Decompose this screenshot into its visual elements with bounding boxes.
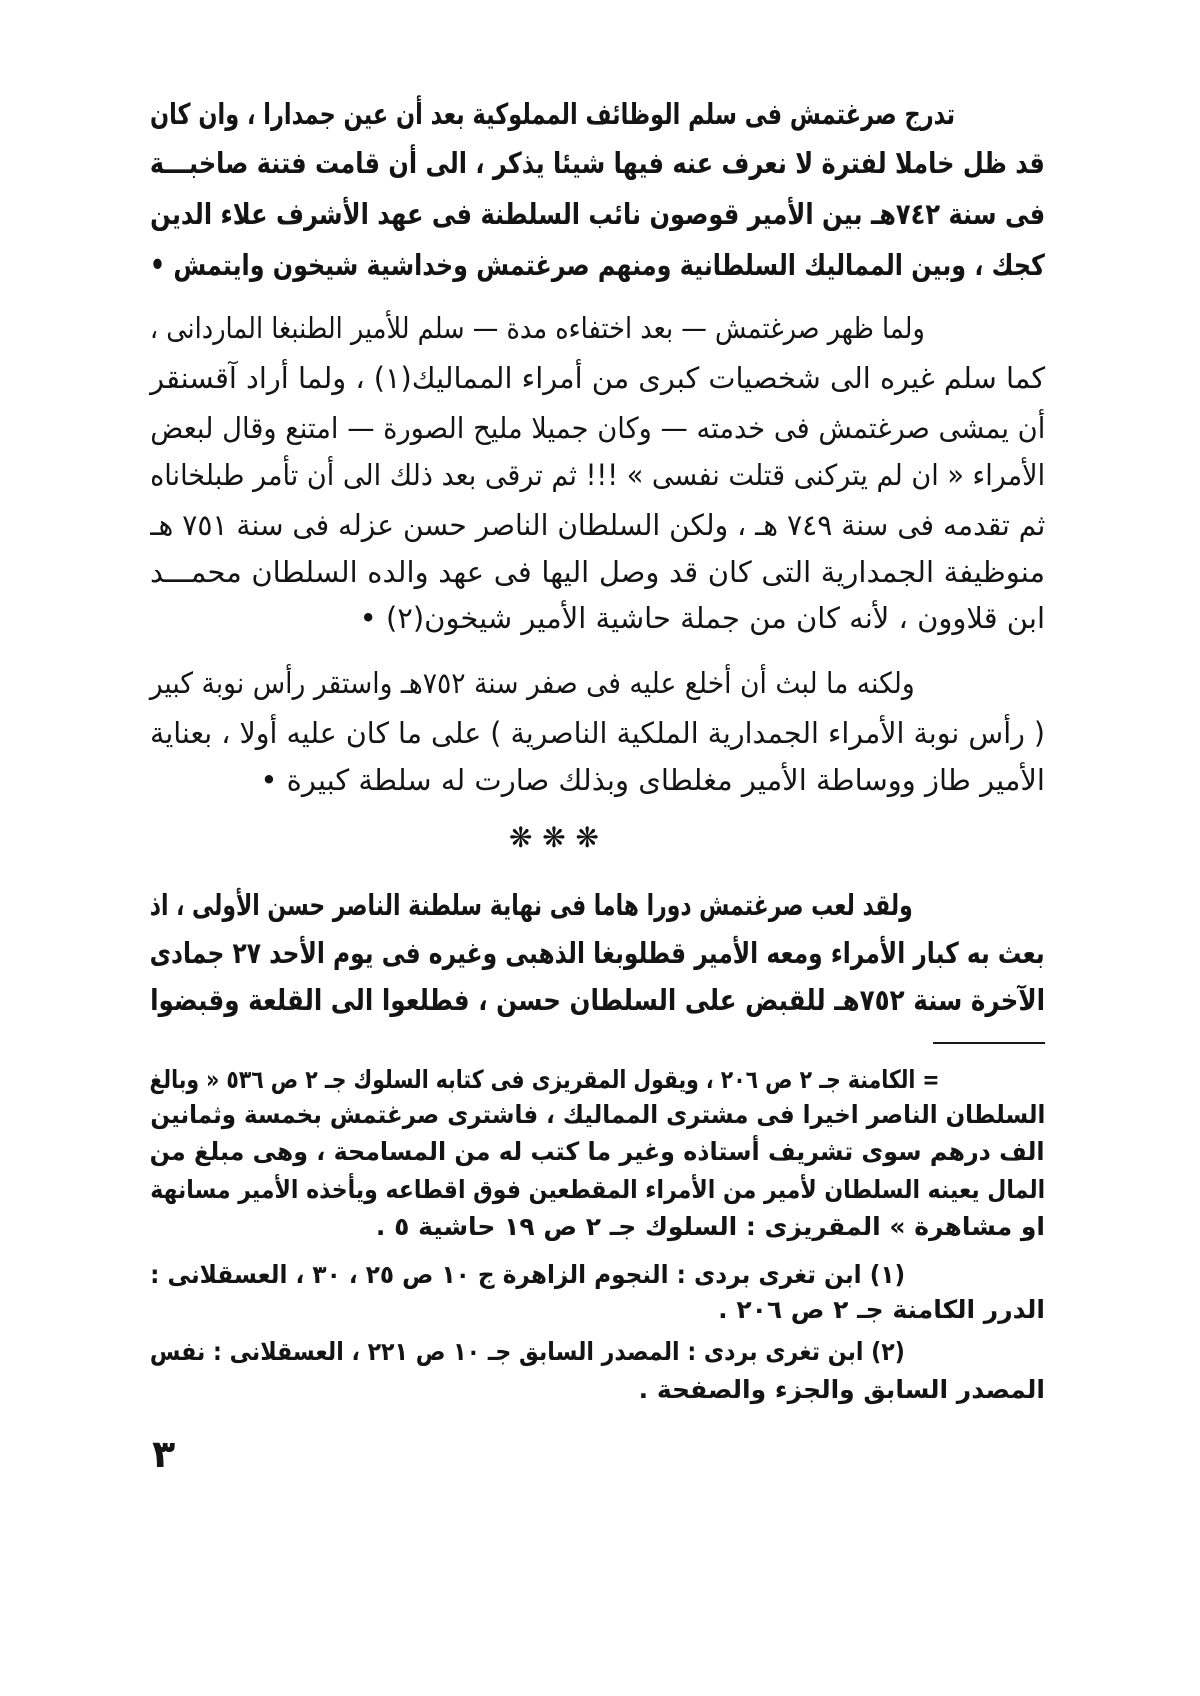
body-line-text: الآخرة سنة ٧٥٢هـ للقبض على السلطان حسن ، فطلعوا الى القلعة وقبضوا: [150, 983, 1045, 1017]
footnote-line: [150, 1257, 905, 1293]
body-line-text: الأمراء « ان لم يتركنى قتلت نفسى » !!! ثم ترقى بعد ذلك الى أن تأمر طبلخاناه: [150, 458, 1045, 492]
body-line-text: كجك ، وبين المماليك السلطانية ومنهم صرغتمش وخداشية شيخون وايتمش •: [150, 248, 1045, 282]
footnote-line: [150, 1372, 1045, 1408]
body-line: [150, 503, 1045, 547]
body-line-text: الأمير طاز ووساطة الأمير مغلطاى وبذلك صارت له سلطة كبيرة •: [260, 763, 1045, 797]
page-number: ٣: [152, 1432, 176, 1476]
body-line: [150, 758, 1045, 802]
body-line-text: منوظيفة الجمدارية التى كان قد وصل اليها فى عهد والده السلطان محمـــد: [150, 555, 1045, 589]
body-line-text: تدرج صرغتمش فى سلم الوظائف المملوكية بعد أن عين جمدارا ، وان كان: [150, 97, 955, 131]
footnote-line-text: الف درهم سوى تشريف أستاذه وغير ما كتب له من المسامحة ، وهى مبلغ من: [150, 1137, 1045, 1166]
body-line: [150, 550, 1045, 594]
body-line-text: فى سنة ٧٤٢هـ بين الأمير قوصون نائب السلطنة فى عهد الأشرف علاء الدين: [150, 197, 1045, 231]
footnote-line: [150, 1097, 1045, 1133]
footnote-line-text: المصدر السابق والجزء والصفحة .: [638, 1375, 1045, 1404]
body-line-text: بعث به كبار الأمراء ومعه الأمير قطلوبغا الذهبى وغيره فى يوم الأحد ٢٧ جمادى: [150, 936, 1045, 970]
footnote-line: [150, 1292, 1045, 1328]
body-line: [150, 356, 1045, 400]
section-separator: ❋ ❋ ❋: [509, 821, 599, 854]
body-line: [150, 931, 1045, 975]
footnote-line: [150, 1062, 940, 1098]
body-line-text: أن يمشى صرغتمش فى خدمته — وكان جميلا مليح الصورة — امتنع وقال لبعض: [150, 411, 1045, 445]
body-line: [150, 243, 1045, 287]
body-line: [150, 192, 1045, 236]
footnote-line: [150, 1134, 1045, 1170]
footnote-line-text: (١) ابن تغرى بردى : النجوم الزاهرة ج ١٠ ص ٢٥ ، ٣٠ ، العسقلانى :: [150, 1260, 905, 1289]
footnote-line: [150, 1172, 1045, 1208]
footnote-line: [150, 1334, 905, 1370]
body-line: [150, 92, 955, 136]
footnote-line-text: السلطان الناصر اخيرا فى مشترى المماليك ، فاشترى صرغتمش بخمسة وثمانين: [150, 1100, 1045, 1129]
footnote-line-text: الدرر الكامنة جـ ٢ ص ٢٠٦ .: [718, 1295, 1045, 1324]
footnote-line-text: = الكامنة جـ ٢ ص ٢٠٦ ، ويقول المقريزى فى كتابه السلوك جـ ٢ ص ٥٣٦ « وبالغ: [150, 1065, 940, 1094]
body-line-text: ولكنه ما لبث أن أخلع عليه فى صفر سنة ٧٥٢هـ واستقر رأس نوبة كبير: [150, 666, 915, 700]
body-line: [150, 711, 1045, 755]
body-line-text: ابن قلاوون ، لأنه كان من جملة حاشية الأمير شيخون(٢) •: [359, 601, 1045, 635]
body-line-text: كما سلم غيره الى شخصيات كبرى من أمراء المماليك(١) ، ولما أراد آقسنقر: [150, 361, 1045, 395]
body-line-text: ولما ظهر صرغتمش — بعد اختفاءه مدة — سلم للأمير الطنبغا الماردانى ،: [150, 311, 925, 345]
body-line-text: ثم تقدمه فى سنة ٧٤٩ هـ ، ولكن السلطان الناصر حسن عزله فى سنة ٧٥١ هـ: [150, 508, 1045, 542]
body-line-text: ( رأس نوبة الأمراء الجمدارية الملكية الناصرية ) على ما كان عليه أولا ، بعناية: [150, 716, 1045, 750]
footnote-line-text: (٢) ابن تغرى بردى : المصدر السابق جـ ١٠ ص ٢٢١ ، العسقلانى : نفس: [150, 1337, 905, 1366]
body-line: [150, 661, 915, 705]
body-line: [150, 306, 925, 350]
body-line: [150, 596, 1045, 640]
footnote-rule: [933, 1042, 1045, 1044]
body-line: [150, 453, 1045, 497]
body-line: [150, 883, 913, 927]
body-line: [150, 978, 1045, 1022]
footnote-line: [150, 1209, 1045, 1245]
footnote-line-text: المال يعينه السلطان لأمير من الأمراء المقطعين فوق اقطاعه ويأخذه الأمير مسانهة: [150, 1175, 1045, 1204]
footnote-line-text: او مشاهرة » المقريزى : السلوك جـ ٢ ص ١٩ حاشية ٥ .: [375, 1212, 1045, 1241]
body-line: [150, 406, 1045, 450]
body-line-text: قد ظل خاملا لفترة لا نعرف عنه فيها شيئا يذكر ، الى أن قامت فتنة صاخبـــة: [150, 146, 1045, 180]
body-line: [150, 141, 1045, 185]
body-line-text: ولقد لعب صرغتمش دورا هاما فى نهاية سلطنة الناصر حسن الأولى ، اذ: [150, 888, 913, 922]
